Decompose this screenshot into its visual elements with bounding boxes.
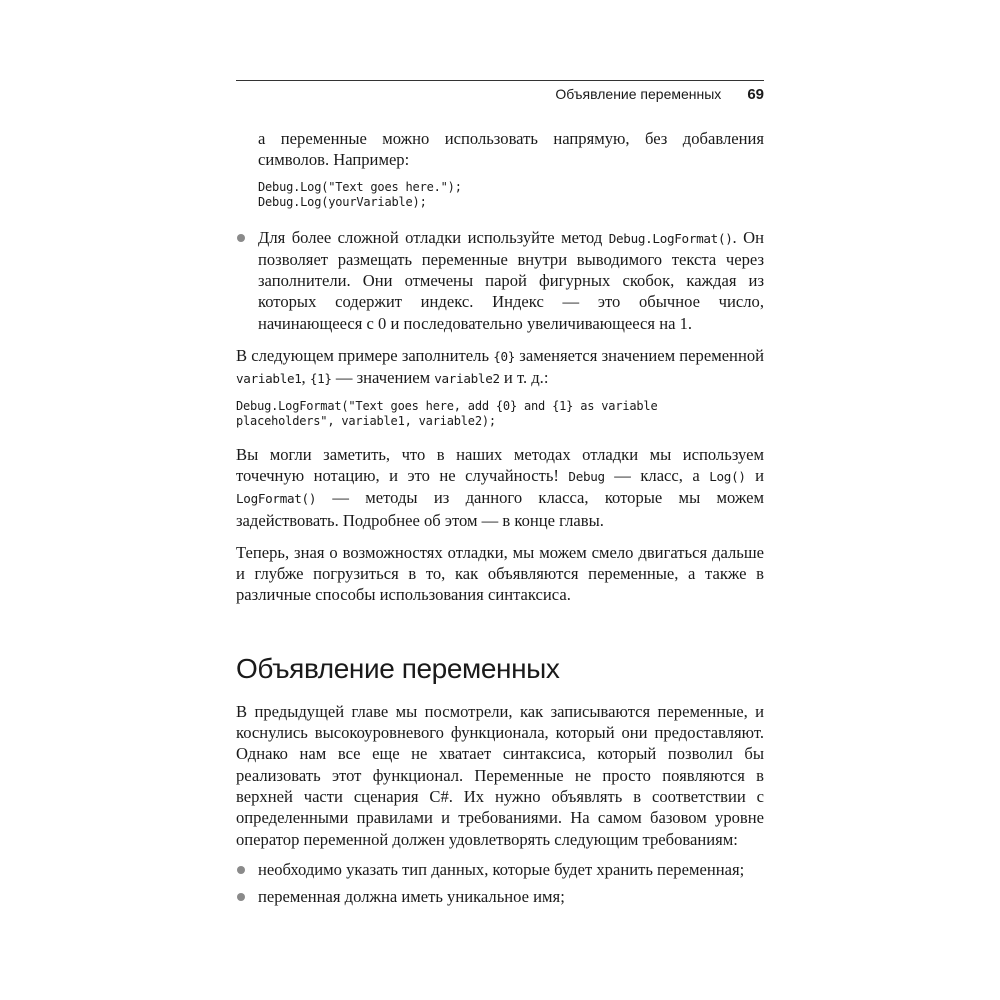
text-run: и т. д.: bbox=[499, 368, 549, 388]
list-item-logformat bbox=[236, 227, 764, 334]
text-run: , bbox=[301, 368, 310, 388]
intro-continuation: а переменные можно использовать напрямую, без добавления символов. Например: bbox=[258, 129, 764, 170]
inline-code: Debug bbox=[568, 468, 605, 484]
bullet-icon bbox=[237, 234, 245, 242]
dot-notation-paragraph bbox=[236, 444, 764, 531]
section-body-paragraph: В предыдущей главе мы посмотрели, как записываются переменные, и коснулись высокоуровневого функционала, который они предоставляют. Однако нам все еще не хватает синтаксиса, который позволил бы реализовать этот функционал. Переменные не просто появляются в верхней части сценария C#. Их нужно объявлять в соответствии с определенными правилами и требованиями. На самом базовом уровне оператор переменной должен удовлетворять следующим требованиям: bbox=[236, 701, 764, 849]
inline-code: variable2 bbox=[434, 371, 500, 387]
bullet-icon bbox=[237, 893, 245, 901]
transition-paragraph: Теперь, зная о возможностях отладки, мы можем смело двигаться дальше и глубже погрузиться в то, как объявляются переменные, а также в различные способы использования синтаксиса. bbox=[236, 542, 764, 605]
code-line: placeholders", variable1, variable2); bbox=[236, 414, 496, 429]
list-item-requirement bbox=[236, 859, 764, 880]
section-heading: Объявление переменных bbox=[236, 652, 560, 684]
inline-code: {0} bbox=[493, 349, 516, 365]
text-run: . Он позволяет размещать переменные внутри выводимого текста через заполнители. Они отмечены парой фигурных скобок, каждая из которых содержит индекс. Индекс — это обычное число, начинающееся с 0 и последовательно увеличивающееся на 1. bbox=[258, 227, 764, 333]
page-number: 69 bbox=[747, 86, 764, 103]
requirement-text: необходимо указать тип данных, которые будет хранить переменная; bbox=[258, 859, 745, 879]
header-rule bbox=[236, 80, 764, 81]
running-head-title: Объявление переменных bbox=[555, 86, 722, 102]
body-text bbox=[236, 128, 764, 907]
text-run: Вы могли заметить, что в наших методах отладки мы используем точечную нотацию, и это не случайность! bbox=[236, 444, 764, 485]
code-block-logformat bbox=[236, 399, 764, 430]
bullet-text bbox=[258, 227, 764, 334]
example-paragraph bbox=[236, 345, 764, 390]
text-run: заменяется значением переменной bbox=[515, 346, 764, 366]
code-block-log bbox=[236, 180, 764, 211]
inline-code: LogFormat() bbox=[236, 491, 317, 507]
code-line: Debug.LogFormat("Text goes here, add {0} and {1} as variable bbox=[236, 398, 658, 413]
inline-code: {1} bbox=[309, 371, 332, 387]
book-page bbox=[236, 0, 764, 1000]
text-run: — класс, а bbox=[604, 465, 710, 485]
requirement-text: переменная должна иметь уникальное имя; bbox=[258, 887, 565, 907]
text-run: — значением bbox=[331, 368, 435, 388]
inline-code: Debug.LogFormat() bbox=[608, 230, 733, 246]
text-run: В следующем примере заполнитель bbox=[236, 346, 494, 366]
inline-code: Log() bbox=[709, 468, 746, 484]
code-line: Debug.Log("Text goes here."); bbox=[258, 179, 462, 194]
running-head bbox=[555, 86, 764, 104]
text-run: Для более сложной отладки используйте метод bbox=[258, 227, 609, 247]
text-run: — методы из данного класса, которые мы можем задействовать. Подробнее об этом — в конце главы. bbox=[236, 488, 764, 530]
code-line: Debug.Log(yourVariable); bbox=[258, 195, 427, 210]
bullet-icon bbox=[237, 866, 245, 874]
list-item-requirement bbox=[236, 886, 764, 907]
text-run: и bbox=[745, 465, 765, 485]
inline-code: variable1 bbox=[236, 371, 302, 387]
